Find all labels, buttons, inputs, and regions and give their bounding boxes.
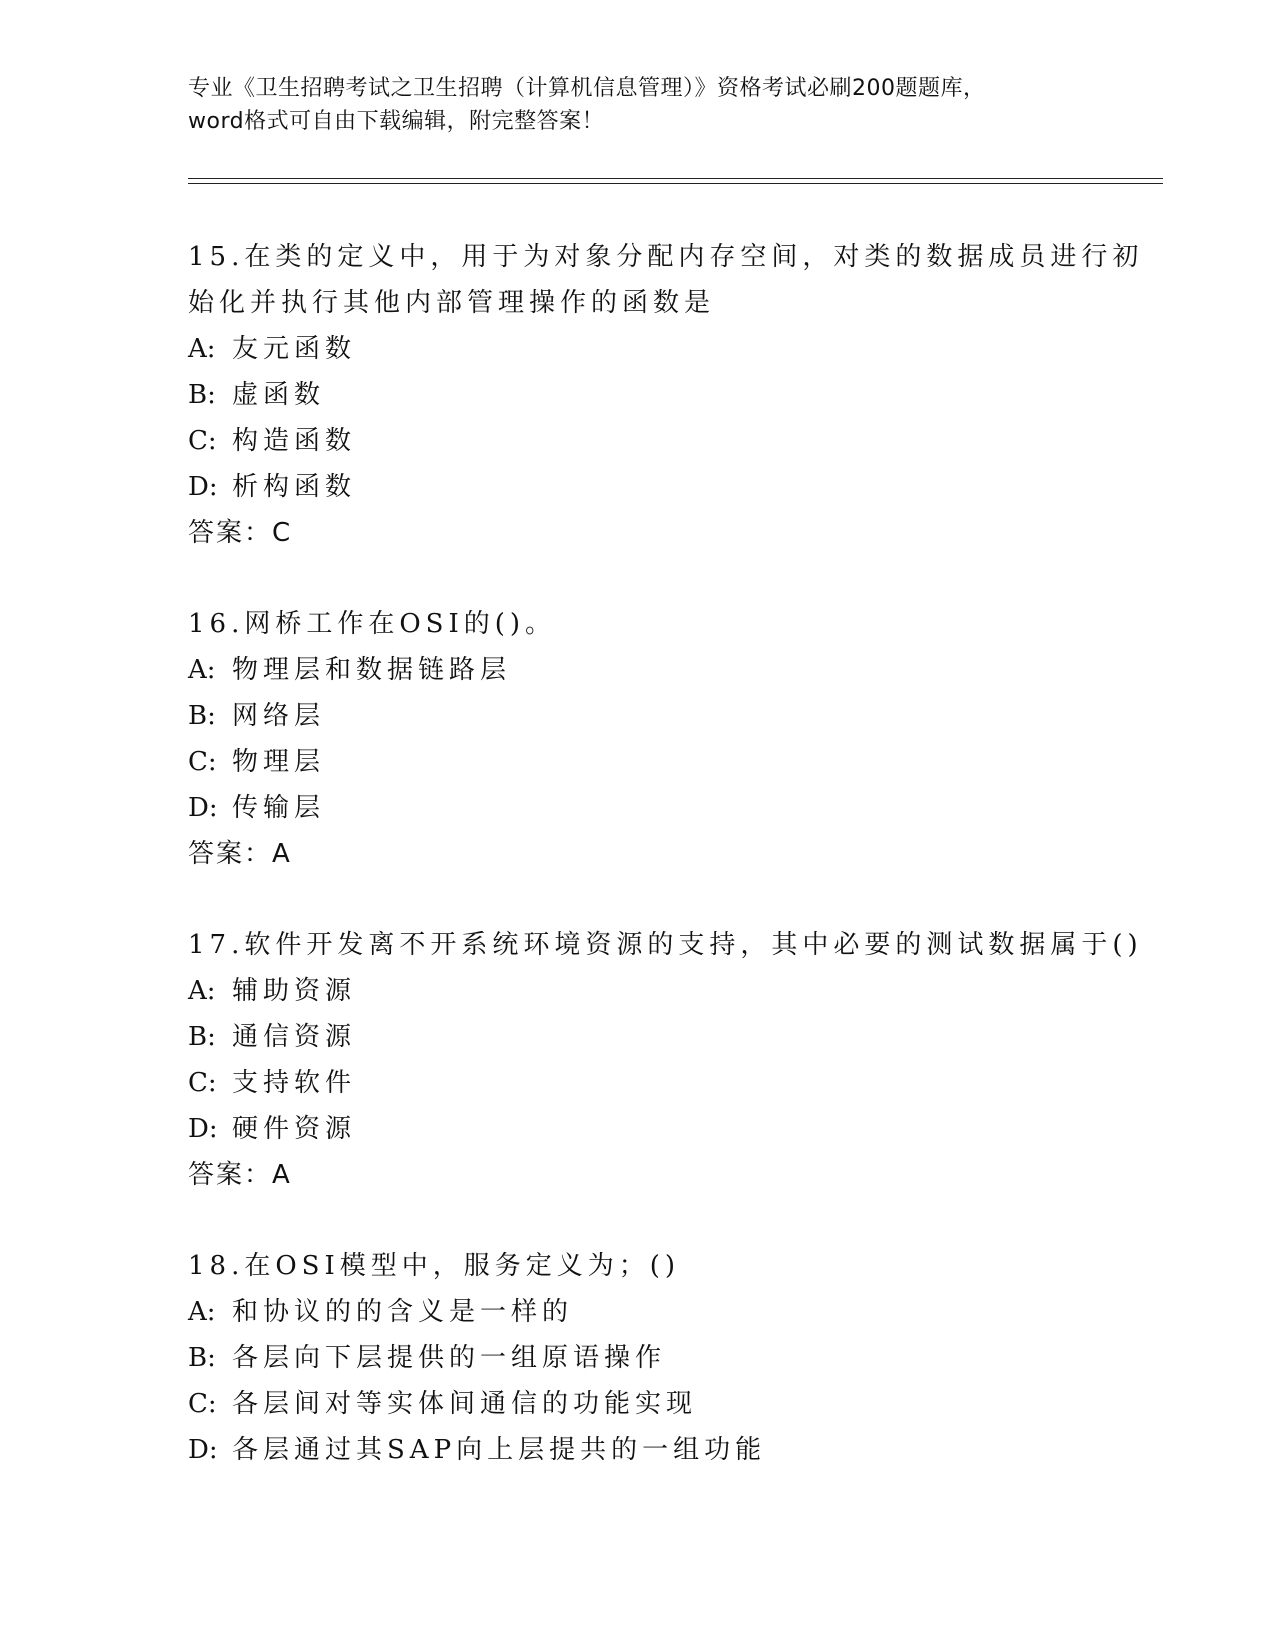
document-header [188,72,1088,138]
option-text: 传输层 [232,793,326,823]
option-b [188,372,1138,418]
option-letter: B: [188,1022,216,1052]
option-d [188,1106,1138,1152]
answer-line: 答案：A [188,839,292,869]
option-text: 网络层 [232,701,326,731]
question-18 [188,1243,1138,1473]
option-letter: D: [188,1114,218,1144]
option-text: 析构函数 [232,472,357,502]
option-text: 各层间对等实体间通信的功能实现 [232,1389,698,1419]
question-17 [188,922,1143,1198]
option-b [188,1014,1138,1060]
question-stem-line: 18.在OSI模型中，服务定义为；() [188,1251,681,1281]
option-b [188,693,1138,739]
header-subtitle-line: word格式可自由下载编辑，附完整答案！ [188,109,605,134]
option-text: 友元函数 [232,334,357,364]
option-letter: A: [188,334,216,364]
option-letter: B: [188,380,216,410]
option-c [188,418,1138,464]
option-a [188,968,1138,1014]
option-text: 支持软件 [232,1068,357,1098]
option-text: 硬件资源 [232,1114,357,1144]
header-divider-top [188,178,1163,179]
question-list [188,234,1144,1518]
question-16 [188,601,1138,877]
option-text: 虚函数 [232,380,326,410]
question-stem-line: 始化并执行其他内部管理操作的函数是 [188,288,716,318]
option-text: 各层通过其SAP向上层提共的一组功能 [232,1435,767,1465]
option-text: 构造函数 [232,426,357,456]
option-letter: C: [188,747,217,777]
option-letter: B: [188,701,216,731]
option-c [188,1060,1138,1106]
option-text: 各层向下层提供的一组原语操作 [232,1343,667,1373]
answer-line: 答案：A [188,1160,292,1190]
option-a [188,647,1138,693]
header-title-line: 专业《卫生招聘考试之卫生招聘（计算机信息管理）》资格考试必刷200题题库， [188,76,986,101]
option-a [188,1289,1138,1335]
question-15 [188,234,1144,556]
option-letter: A: [188,655,216,685]
answer-line: 答案：C [188,518,293,548]
question-stem-line: 17.软件开发离不开系统环境资源的支持，其中必要的测试数据属于() [188,930,1143,960]
option-c [188,739,1138,785]
option-a [188,326,1138,372]
option-text: 通信资源 [232,1022,357,1052]
option-b [188,1335,1138,1381]
option-text: 物理层和数据链路层 [232,655,512,685]
option-letter: A: [188,976,216,1006]
option-letter: C: [188,426,217,456]
header-divider-bottom [188,183,1163,184]
option-letter: C: [188,1068,217,1098]
question-stem-line: 16.网桥工作在OSI的()。 [188,609,557,639]
option-letter: A: [188,1297,216,1327]
option-letter: D: [188,472,218,502]
option-letter: D: [188,1435,218,1465]
option-letter: B: [188,1343,216,1373]
option-text: 物理层 [232,747,326,777]
question-stem-line: 15.在类的定义中，用于为对象分配内存空间，对类的数据成员进行初 [188,242,1144,272]
option-d [188,1427,1138,1473]
option-letter: C: [188,1389,217,1419]
option-text: 辅助资源 [232,976,357,1006]
option-c [188,1381,1138,1427]
option-d [188,464,1138,510]
option-d [188,785,1138,831]
option-text: 和协议的的含义是一样的 [232,1297,574,1327]
option-letter: D: [188,793,218,823]
